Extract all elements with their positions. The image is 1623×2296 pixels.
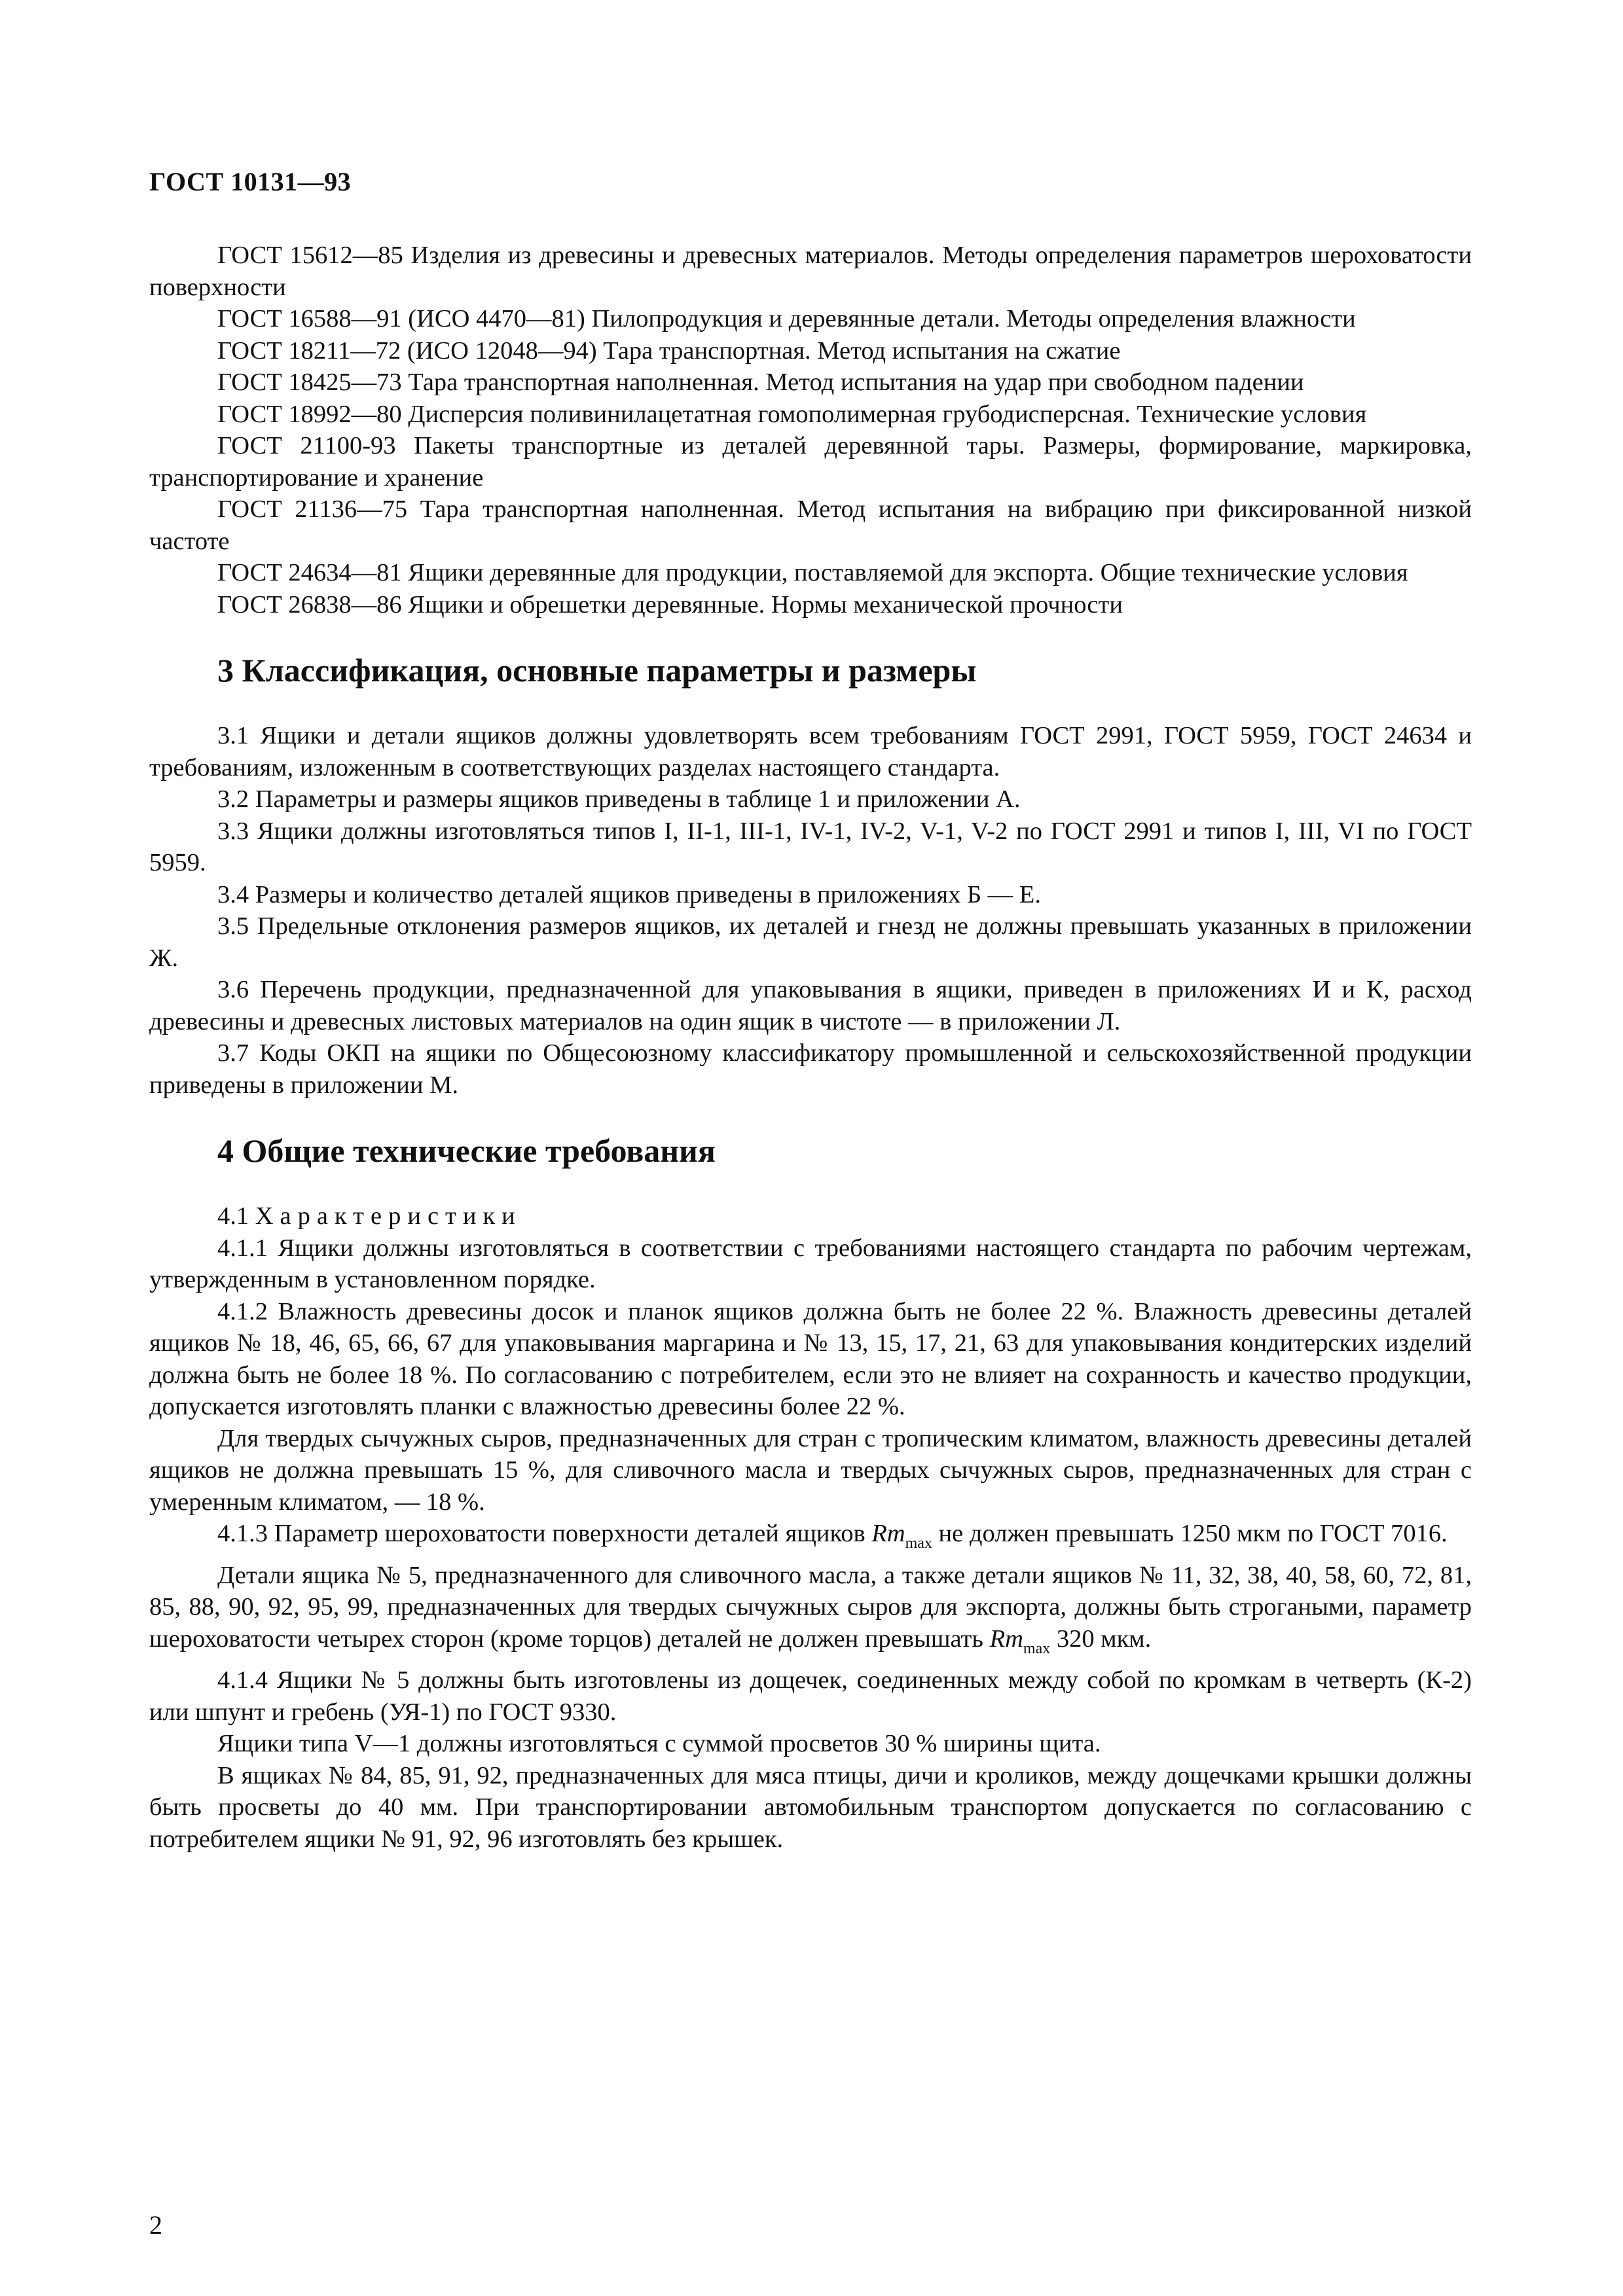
- paragraph: 3.4 Размеры и количество деталей ящиков приведены в приложениях Б — Е.: [217, 880, 1041, 908]
- paragraph: 4.1.1 Ящики должны изготовляться в соответствии с требованиями настоящего стандарта по рабочим чертежам, утвержденным в установленном порядке.: [149, 1234, 1472, 1293]
- reference-item: ГОСТ 15612—85 Изделия из древесины и древесных материалов. Методы определения параметров шероховатости поверхности: [149, 242, 1472, 301]
- reference-item: ГОСТ 26838—86 Ящики и обрешетки деревянные. Нормы механической прочности: [217, 590, 1123, 619]
- reference-item: ГОСТ 18992—80 Дисперсия поливинилацетатная гомополимерная грубодисперсная. Технические условия: [217, 400, 1367, 428]
- paragraph: 3.1 Ящики и детали ящиков должны удовлетворять всем требованиям ГОСТ 2991, ГОСТ 5959, ГОСТ 24634 и требованиям, изложенным в соответствующих разделах настоящего стандарта.: [149, 722, 1472, 781]
- text-run: не должен превышать 1250 мкм по ГОСТ 7016.: [932, 1520, 1448, 1547]
- reference-item: ГОСТ 18425—73 Тара транспортная наполненная. Метод испытания на удар при свободном падении: [217, 368, 1304, 396]
- paragraph: В ящиках № 84, 85, 91, 92, предназначенных для мяса птицы, дичи и кроликов, между дощечками крышки должны быть просветы до 40 мм. При транспортировании автомобильным транспортом допускается по согласованию с потребителем ящики № 91, 92, 96 изготовлять без крышек.: [149, 1761, 1472, 1853]
- rm-subscript: max: [905, 1535, 932, 1552]
- subsection-number: 4.1: [217, 1202, 249, 1230]
- subsection-title: Характеристики: [255, 1202, 522, 1230]
- page-number: 2: [149, 2210, 162, 2240]
- paragraph: 3.6 Перечень продукции, предназначенной для упаковывания в ящики, приведен в приложениях И и К, расход древесины и древесных листовых материалов на один ящик в чистоте — в приложении Л.: [149, 976, 1472, 1035]
- paragraph: Для твердых сычужных сыров, предназначенных для стран с тропическим климатом, влажность древесины деталей ящиков не должна превышать 15 %, для сливочного масла и твердых сычужных сыров, предназначенных для стран с умеренным климатом, — 18 %.: [149, 1424, 1472, 1516]
- paragraph: [149, 1560, 1472, 1665]
- section-4-body: [149, 1200, 1472, 1855]
- section-4-heading: 4 Общие технические требования: [217, 1132, 716, 1169]
- section-3-heading: 3 Классификация, основные параметры и размеры: [217, 652, 977, 689]
- rm-subscript: max: [1023, 1640, 1051, 1657]
- paragraph: 3.7 Коды ОКП на ящики по Общесоюзному классификатору промышленной и сельскохозяйственной продукции приведены в приложении М.: [149, 1039, 1472, 1099]
- paragraph: 4.1.4 Ящики № 5 должны быть изготовлены из дощечек, соединенных между собой по кромкам в четверть (К-2) или шпунт и гребень (УЯ-1) по ГОСТ 9330.: [149, 1666, 1472, 1726]
- section-3-body: [149, 720, 1472, 1101]
- paragraph: 3.3 Ящики должны изготовляться типов I, II-1, III-1, IV-1, IV-2, V-1, V-2 по ГОСТ 2991 и типов I, III, VI по ГОСТ 5959.: [149, 817, 1472, 876]
- paragraph: Ящики типа V—1 должны изготовляться с суммой просветов 30 % ширины щита.: [217, 1730, 1101, 1757]
- rm-symbol: Rm: [989, 1624, 1023, 1653]
- reference-item: ГОСТ 18211—72 (ИСО 12048—94) Тара транспортная. Метод испытания на сжатие: [217, 336, 1121, 365]
- rm-symbol: Rm: [871, 1520, 905, 1547]
- references-list: [149, 240, 1472, 620]
- paragraph: 3.5 Предельные отклонения размеров ящиков, их деталей и гнезд не должны превышать указанных в приложении Ж.: [149, 912, 1472, 972]
- paragraph: 4.1.2 Влажность древесины досок и планок ящиков должна быть не более 22 %. Влажность древесины деталей ящиков № 18, 46, 65, 66, 67 для упаковывания маргарина и № 13, 15, 17, 21, 63 для упаковывания кондитерских изделий должна быть не более 18 %. По согласованию с потребителем, если это не влияет на сохранность и качество продукции, допускается изготовлять планки с влажностью древесины более 22 %.: [149, 1297, 1472, 1420]
- paragraph: 3.2 Параметры и размеры ящиков приведены в таблице 1 и приложении А.: [217, 785, 1021, 813]
- text-run: 4.1.3 Параметр шероховатости поверхности деталей ящиков: [217, 1520, 872, 1547]
- reference-item: ГОСТ 16588—91 (ИСО 4470—81) Пилопродукция и деревянные детали. Методы определения влажности: [217, 305, 1356, 332]
- text-run: Детали ящика № 5, предназначенного для сливочного масла, а также детали ящиков № 11, 32, 38, 40, 58, 60, 72, 81, 85, 88, 90, 92, 95, 99, предназначенных для твердых сычужных сыров для экспорта, должны быть строгаными, параметр шероховатости четырех сторон (кроме торцов) деталей не должен превышать: [149, 1561, 1472, 1653]
- paragraph: [149, 1518, 1472, 1560]
- reference-item: ГОСТ 21100-93 Пакеты транспортные из деталей деревянной тары. Размеры, формирование, маркировка, транспортирование и хранение: [149, 432, 1472, 492]
- subsection-heading: [149, 1200, 1472, 1232]
- reference-item: ГОСТ 24634—81 Ящики деревянные для продукции, поставляемой для экспорта. Общие технические условия: [217, 559, 1408, 586]
- document-body: [149, 240, 1472, 1855]
- reference-item: ГОСТ 21136—75 Тара транспортная наполненная. Метод испытания на вибрацию при фиксированной низкой частоте: [149, 495, 1472, 555]
- text-run: 320 мкм.: [1050, 1624, 1152, 1653]
- document-header: ГОСТ 10131—93: [149, 167, 352, 196]
